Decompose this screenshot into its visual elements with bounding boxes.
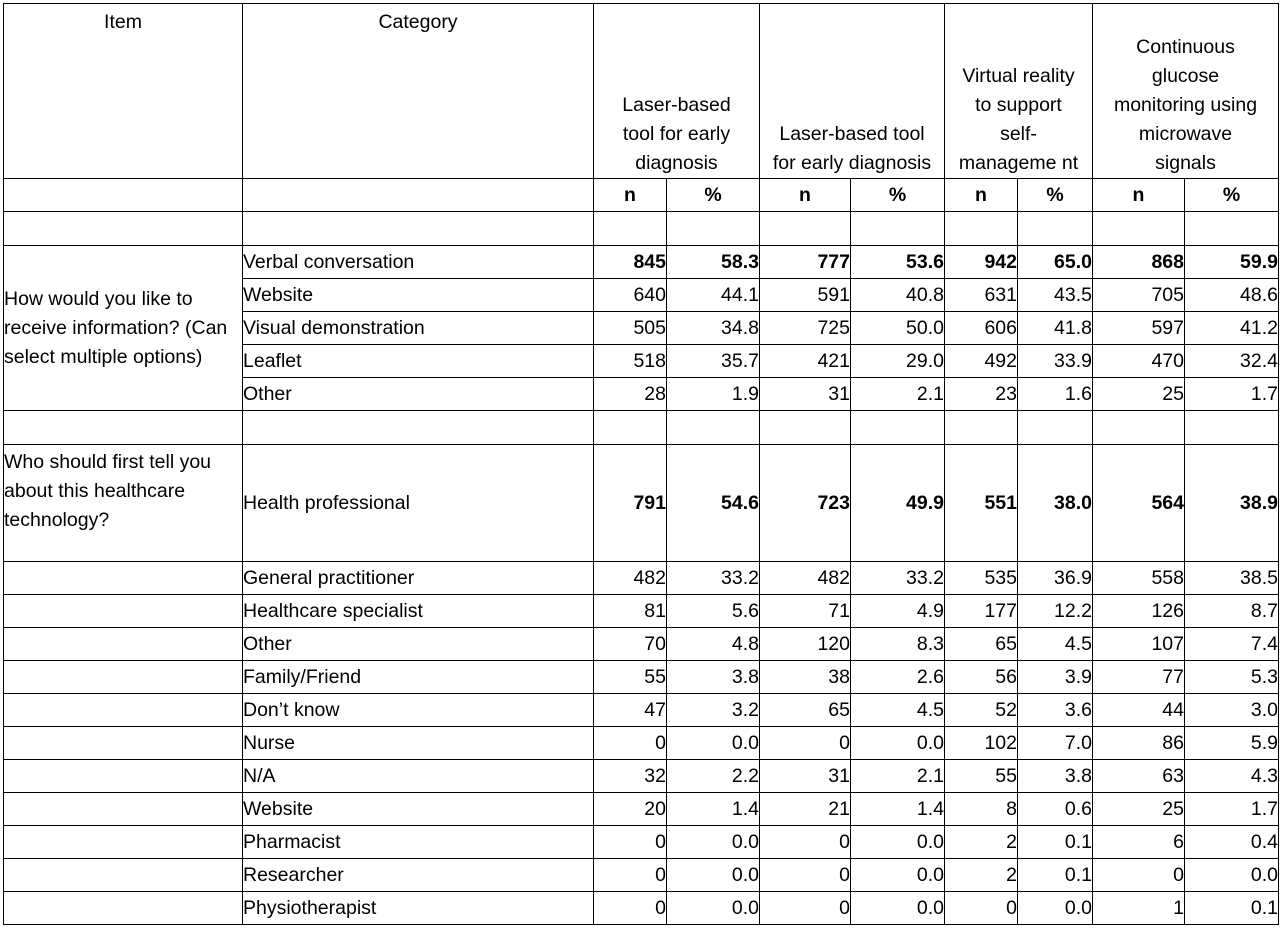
pct-header: % — [1018, 179, 1093, 212]
table-row — [4, 445, 1279, 562]
n-cell: 558 — [1093, 562, 1185, 595]
table-row — [4, 562, 1279, 595]
pct-cell: 0.1 — [1018, 859, 1093, 892]
pct-cell: 0.6 — [1018, 793, 1093, 826]
pct-cell: 1.7 — [1185, 793, 1279, 826]
pct-cell: 50.0 — [851, 312, 945, 345]
category-cell: Leaflet — [243, 345, 594, 378]
pct-cell: 32.4 — [1185, 345, 1279, 378]
pct-cell: 3.8 — [1018, 760, 1093, 793]
blank-cell — [4, 562, 243, 595]
n-cell: 44 — [1093, 694, 1185, 727]
n-cell: 120 — [760, 628, 851, 661]
pct-cell: 33.2 — [667, 562, 760, 595]
pct-cell: 5.9 — [1185, 727, 1279, 760]
blank-cell — [667, 212, 760, 246]
n-cell: 70 — [594, 628, 667, 661]
pct-cell: 43.5 — [1018, 279, 1093, 312]
n-cell: 518 — [594, 345, 667, 378]
n-cell: 1 — [1093, 892, 1185, 925]
table-row — [4, 246, 1279, 279]
pct-header: % — [851, 179, 945, 212]
n-cell: 597 — [1093, 312, 1185, 345]
n-cell: 55 — [594, 661, 667, 694]
pct-cell: 3.8 — [667, 661, 760, 694]
category-cell: Verbal conversation — [243, 246, 594, 279]
pct-cell: 2.2 — [667, 760, 760, 793]
pct-cell: 0.0 — [667, 892, 760, 925]
n-cell: 126 — [1093, 595, 1185, 628]
pct-cell: 0.4 — [1185, 826, 1279, 859]
n-cell: 65 — [945, 628, 1018, 661]
pct-cell: 41.8 — [1018, 312, 1093, 345]
category-cell: Health professional — [243, 445, 594, 562]
pct-header: % — [667, 179, 760, 212]
item-header: Item — [4, 4, 243, 179]
category-cell: Physiotherapist — [243, 892, 594, 925]
n-cell: 421 — [760, 345, 851, 378]
table-row — [4, 595, 1279, 628]
blank-cell — [243, 411, 594, 445]
category-cell: General practitioner — [243, 562, 594, 595]
subheader-row — [4, 179, 1279, 212]
n-cell: 0 — [760, 892, 851, 925]
n-cell: 868 — [1093, 246, 1185, 279]
n-cell: 55 — [945, 760, 1018, 793]
pct-cell: 12.2 — [1018, 595, 1093, 628]
table-body — [4, 212, 1279, 925]
table-row — [4, 661, 1279, 694]
pct-cell: 0.1 — [1018, 826, 1093, 859]
blank-cell — [4, 760, 243, 793]
n-cell: 777 — [760, 246, 851, 279]
n-cell: 791 — [594, 445, 667, 562]
pct-cell: 35.7 — [667, 345, 760, 378]
n-cell: 606 — [945, 312, 1018, 345]
table-row — [4, 859, 1279, 892]
pct-cell: 3.9 — [1018, 661, 1093, 694]
tech1-header: Laser-based tool for early diagnosis — [594, 4, 760, 179]
pct-cell: 0.0 — [851, 859, 945, 892]
question-cell: How would you like to receive information? (Can select multiple options) — [4, 246, 243, 411]
n-cell: 25 — [1093, 378, 1185, 411]
category-cell: Visual demonstration — [243, 312, 594, 345]
blank-cell — [1093, 212, 1185, 246]
blank-cell — [4, 212, 243, 246]
n-cell: 482 — [594, 562, 667, 595]
n-cell: 21 — [760, 793, 851, 826]
pct-cell: 3.0 — [1185, 694, 1279, 727]
blank-cell — [760, 411, 851, 445]
pct-cell: 4.3 — [1185, 760, 1279, 793]
blank-cell — [4, 595, 243, 628]
spacer-row — [4, 212, 1279, 246]
n-cell: 705 — [1093, 279, 1185, 312]
n-cell: 0 — [760, 859, 851, 892]
pct-cell: 44.1 — [667, 279, 760, 312]
pct-cell: 1.7 — [1185, 378, 1279, 411]
pct-cell: 4.9 — [851, 595, 945, 628]
table-row — [4, 826, 1279, 859]
n-cell: 0 — [594, 859, 667, 892]
blank-cell — [4, 859, 243, 892]
pct-cell: 0.0 — [1018, 892, 1093, 925]
pct-cell: 0.0 — [851, 727, 945, 760]
pct-cell: 0.0 — [851, 892, 945, 925]
pct-cell: 33.9 — [1018, 345, 1093, 378]
blank-cell — [760, 212, 851, 246]
n-cell: 65 — [760, 694, 851, 727]
pct-cell: 36.9 — [1018, 562, 1093, 595]
n-cell: 723 — [760, 445, 851, 562]
n-cell: 631 — [945, 279, 1018, 312]
n-cell: 71 — [760, 595, 851, 628]
n-cell: 640 — [594, 279, 667, 312]
pct-cell: 0.0 — [667, 727, 760, 760]
n-cell: 77 — [1093, 661, 1185, 694]
n-cell: 0 — [594, 727, 667, 760]
category-cell: Other — [243, 378, 594, 411]
header-row — [4, 4, 1279, 179]
pct-cell: 4.8 — [667, 628, 760, 661]
pct-cell: 53.6 — [851, 246, 945, 279]
pct-cell: 0.0 — [667, 859, 760, 892]
blank-cell — [594, 411, 667, 445]
blank-cell — [4, 411, 243, 445]
pct-cell: 65.0 — [1018, 246, 1093, 279]
n-cell: 23 — [945, 378, 1018, 411]
n-cell: 0 — [760, 727, 851, 760]
n-cell: 86 — [1093, 727, 1185, 760]
pct-cell: 38.0 — [1018, 445, 1093, 562]
pct-cell: 4.5 — [851, 694, 945, 727]
blank-cell — [1093, 411, 1185, 445]
tech3-header: Virtual reality to support self-manageme nt — [945, 4, 1093, 179]
blank-cell — [1185, 411, 1279, 445]
table-row — [4, 760, 1279, 793]
n-cell: 0 — [1093, 859, 1185, 892]
pct-cell: 4.5 — [1018, 628, 1093, 661]
blank-cell — [4, 793, 243, 826]
category-cell: Family/Friend — [243, 661, 594, 694]
n-cell: 52 — [945, 694, 1018, 727]
category-cell: Healthcare specialist — [243, 595, 594, 628]
pct-cell: 7.4 — [1185, 628, 1279, 661]
category-header: Category — [243, 4, 594, 179]
blank-cell — [945, 411, 1018, 445]
n-cell: 6 — [1093, 826, 1185, 859]
n-cell: 8 — [945, 793, 1018, 826]
pct-cell: 58.3 — [667, 246, 760, 279]
blank-cell — [945, 212, 1018, 246]
n-cell: 32 — [594, 760, 667, 793]
n-cell: 81 — [594, 595, 667, 628]
table-row — [4, 892, 1279, 925]
pct-cell: 0.0 — [667, 826, 760, 859]
category-cell: Nurse — [243, 727, 594, 760]
category-cell: Other — [243, 628, 594, 661]
n-cell: 31 — [760, 760, 851, 793]
n-cell: 0 — [945, 892, 1018, 925]
n-cell: 2 — [945, 859, 1018, 892]
blank-cell — [1018, 212, 1093, 246]
n-cell: 0 — [594, 826, 667, 859]
pct-cell: 7.0 — [1018, 727, 1093, 760]
pct-cell: 38.9 — [1185, 445, 1279, 562]
pct-cell: 48.6 — [1185, 279, 1279, 312]
pct-header: % — [1185, 179, 1279, 212]
n-cell: 25 — [1093, 793, 1185, 826]
n-cell: 564 — [1093, 445, 1185, 562]
results-table — [3, 3, 1279, 925]
n-cell: 591 — [760, 279, 851, 312]
pct-cell: 8.3 — [851, 628, 945, 661]
n-header: n — [594, 179, 667, 212]
n-cell: 535 — [945, 562, 1018, 595]
n-cell: 725 — [760, 312, 851, 345]
pct-cell: 38.5 — [1185, 562, 1279, 595]
table-row — [4, 694, 1279, 727]
n-cell: 0 — [760, 826, 851, 859]
blank-cell — [851, 411, 945, 445]
blank-cell — [1185, 212, 1279, 246]
pct-cell: 0.1 — [1185, 892, 1279, 925]
n-cell: 2 — [945, 826, 1018, 859]
n-cell: 177 — [945, 595, 1018, 628]
category-cell: Website — [243, 793, 594, 826]
pct-cell: 8.7 — [1185, 595, 1279, 628]
pct-cell: 5.3 — [1185, 661, 1279, 694]
n-cell: 28 — [594, 378, 667, 411]
pct-cell: 1.6 — [1018, 378, 1093, 411]
n-cell: 505 — [594, 312, 667, 345]
blank-cell — [4, 826, 243, 859]
blank-cell — [4, 179, 243, 212]
pct-cell: 34.8 — [667, 312, 760, 345]
category-cell: Don’t know — [243, 694, 594, 727]
n-header: n — [945, 179, 1018, 212]
pct-cell: 5.6 — [667, 595, 760, 628]
blank-cell — [851, 212, 945, 246]
n-cell: 56 — [945, 661, 1018, 694]
blank-cell — [4, 661, 243, 694]
n-cell: 31 — [760, 378, 851, 411]
table-row — [4, 793, 1279, 826]
tech2-header: Laser-based tool for early diagnosis — [760, 4, 945, 179]
pct-cell: 41.2 — [1185, 312, 1279, 345]
n-cell: 482 — [760, 562, 851, 595]
tech4-header: Continuous glucose monitoring using microwave signals — [1093, 4, 1279, 179]
spacer-row — [4, 411, 1279, 445]
n-header: n — [1093, 179, 1185, 212]
pct-cell: 33.2 — [851, 562, 945, 595]
n-cell: 492 — [945, 345, 1018, 378]
pct-cell: 1.9 — [667, 378, 760, 411]
blank-cell — [4, 892, 243, 925]
n-cell: 845 — [594, 246, 667, 279]
category-cell: Pharmacist — [243, 826, 594, 859]
n-header: n — [760, 179, 851, 212]
pct-cell: 0.0 — [1185, 859, 1279, 892]
n-cell: 107 — [1093, 628, 1185, 661]
pct-cell: 49.9 — [851, 445, 945, 562]
blank-cell — [243, 212, 594, 246]
pct-cell: 40.8 — [851, 279, 945, 312]
blank-cell — [4, 727, 243, 760]
category-cell: N/A — [243, 760, 594, 793]
table-row — [4, 727, 1279, 760]
pct-cell: 59.9 — [1185, 246, 1279, 279]
category-cell: Researcher — [243, 859, 594, 892]
blank-cell — [1018, 411, 1093, 445]
blank-cell — [667, 411, 760, 445]
pct-cell: 1.4 — [851, 793, 945, 826]
n-cell: 0 — [594, 892, 667, 925]
category-cell: Website — [243, 279, 594, 312]
pct-cell: 1.4 — [667, 793, 760, 826]
n-cell: 942 — [945, 246, 1018, 279]
pct-cell: 3.6 — [1018, 694, 1093, 727]
blank-cell — [594, 212, 667, 246]
n-cell: 47 — [594, 694, 667, 727]
n-cell: 38 — [760, 661, 851, 694]
n-cell: 470 — [1093, 345, 1185, 378]
pct-cell: 2.1 — [851, 760, 945, 793]
n-cell: 102 — [945, 727, 1018, 760]
n-cell: 551 — [945, 445, 1018, 562]
pct-cell: 29.0 — [851, 345, 945, 378]
pct-cell: 54.6 — [667, 445, 760, 562]
pct-cell: 2.6 — [851, 661, 945, 694]
n-cell: 20 — [594, 793, 667, 826]
n-cell: 63 — [1093, 760, 1185, 793]
blank-cell — [4, 628, 243, 661]
pct-cell: 3.2 — [667, 694, 760, 727]
pct-cell: 2.1 — [851, 378, 945, 411]
blank-cell — [4, 694, 243, 727]
question-cell: Who should first tell you about this healthcare technology? — [4, 445, 243, 562]
pct-cell: 0.0 — [851, 826, 945, 859]
table-row — [4, 628, 1279, 661]
blank-cell — [243, 179, 594, 212]
